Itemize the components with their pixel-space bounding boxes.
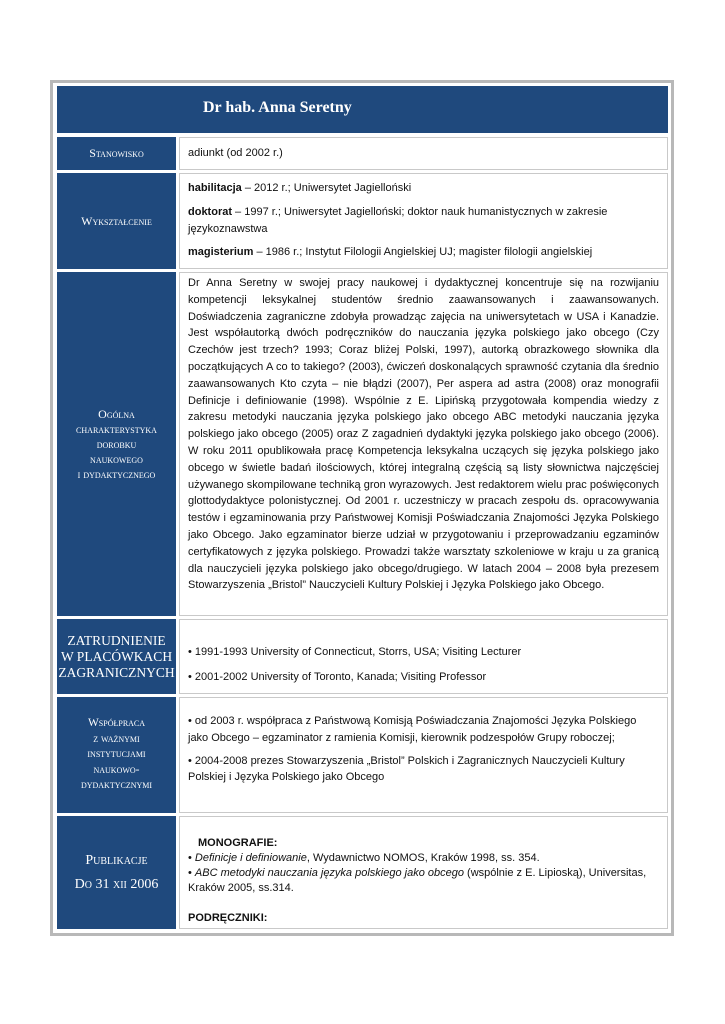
coop-komisja: • od 2003 r. współpraca z Państwową Komisją Poświadczania Znajomości Języka Polskiego jako Obcego – egzaminator z ramienia Komisji, kierownik podzespołów Grupy roboczej; <box>188 715 637 744</box>
label-charakterystyka: Ogólna charakterystyka dorobku naukowego i dydaktycznego <box>57 272 176 616</box>
value-stanowisko: adiunkt (od 2002 r.) <box>179 137 668 170</box>
label-stanowisko: Stanowisko <box>57 137 176 170</box>
edu-doktorat: doktorat – 1997 r.; Uniwersytet Jagielloński; doktor nauk humanistycznych w zakresie językoznawstwa <box>188 205 608 235</box>
row-wspolpraca <box>57 697 668 813</box>
monografia-item: • Definicje i definiowanie, Wydawnictwo NOMOS, Kraków 1998, ss. 354. <box>188 852 540 864</box>
monografia-item: • ABC metodyki nauczania języka polskiego jako obcego (wspólnie z E. Lipioską), Universitas, Kraków 2005, ss.314. <box>188 867 647 894</box>
label-zatrudnienie: ZATRUDNIENIE W PLACÓWKACH ZAGRANICZNYCH <box>57 619 176 694</box>
job-toronto: • 2001-2002 University of Toronto, Kanada; Visiting Professor <box>188 670 487 683</box>
job-connecticut: • 1991-1993 University of Connecticut, Storrs, USA; Visiting Lecturer <box>188 646 522 658</box>
podreczniki-title: PODRĘCZNIKI: <box>188 912 268 924</box>
person-name: Dr hab. Anna Seretny <box>203 99 352 116</box>
label-wyksztalcenie: Wykształcenie <box>57 173 176 269</box>
value-publikacje <box>179 816 668 929</box>
name-header <box>57 86 668 133</box>
edu-magisterium: magisterium – 1986 r.; Instytut Filologii Angielskiej UJ; magister filologii angielskiej <box>188 246 593 259</box>
row-wyksztalcenie <box>57 173 668 269</box>
row-stanowisko <box>57 137 668 170</box>
value-zatrudnienie <box>179 619 668 694</box>
coop-bristol: • 2004-2008 prezes Stowarzyszenia „Bristol” Polskich i Zagranicznych Nauczycieli Kultury Polskiej i Języka Polskiego jako Obcego <box>188 754 625 784</box>
label-publikacje: Publikacje Do 31 xii 2006 <box>57 816 176 929</box>
value-wspolpraca <box>179 697 668 813</box>
row-zatrudnienie <box>57 619 668 694</box>
monografie-title: MONOGRAFIE: <box>198 837 278 849</box>
edu-habilitacja: habilitacja – 2012 r.; Uniwersytet Jagielloński <box>188 182 412 194</box>
row-charakterystyka <box>57 272 668 616</box>
row-publikacje <box>57 816 668 929</box>
label-wspolpraca: Współpraca z ważnymi instytucjami naukowo- dydaktycznymi <box>57 697 176 813</box>
value-wyksztalcenie <box>179 173 668 269</box>
value-charakterystyka: Dr Anna Seretny w swojej pracy naukowej i dydaktycznej koncentruje się na rozwijaniu kompetencji leksykalnej studentów średnio zaawansowanych i zaawansowanych. Doświadczenia zagraniczne zdobyła prowadząc zajęcia na uniwersytetach w USA i Kanadzie. Jest współautorką dwóch podręczników do nauczania języka polskiego jako obcego (Czy Czechów jest trzech? 1993; Coraz bliżej Polski, 1997), autorką obrazkowego słownika dla początkujących A co to takiego? (2003), ćwiczeń doskonalących sprawność czytania dla średnio zaawansowanych Kto czyta – nie błądzi (2007), Per aspera ad astra (2008) oraz monografii Definicje i definiowanie (1998). Wspólnie z E. Lipińską przygotowała kompendia wiedzy z zakresu metodyki nauczania języka polskiego jako obcego ABC metodyki nauczania języka polskiego jako obcego (2005) oraz Z zagadnień dydaktyki języka polskiego jako obcego (2006). W roku 2011 opublikowała pracę Kompetencja leksykalna uczących się języka polskiego jako obcego w świetle badań ilościowych, której integralną częścią są listy słownictwa najczęściej używanego skompilowane techniką gron wyrazowych. Jest redaktorem wielu prac poświęconych glottodydaktyce polonistycznej. Od 2001 r. uczestniczy w pracach zespołu ds. opracowywania testów i egzaminowania przy Państwowej Komisji Poświadczania Znajomości Języka Polskiego jako Obcego. Jako egzaminator bierze udział w przygotowaniu i przeprowadzaniu egzaminów certyfikatowych z języka polskiego. Prowadzi także warsztaty szkoleniowe w kraju u za granicą dla nauczycieli języka polskiego jako obcego/drugiego. W latach 2004 – 2008 była prezesem Stowarzyszenia „Bristol” Nauczycieli Kultury Polskiej i Języka Polskiego jako Obcego. <box>179 272 668 616</box>
